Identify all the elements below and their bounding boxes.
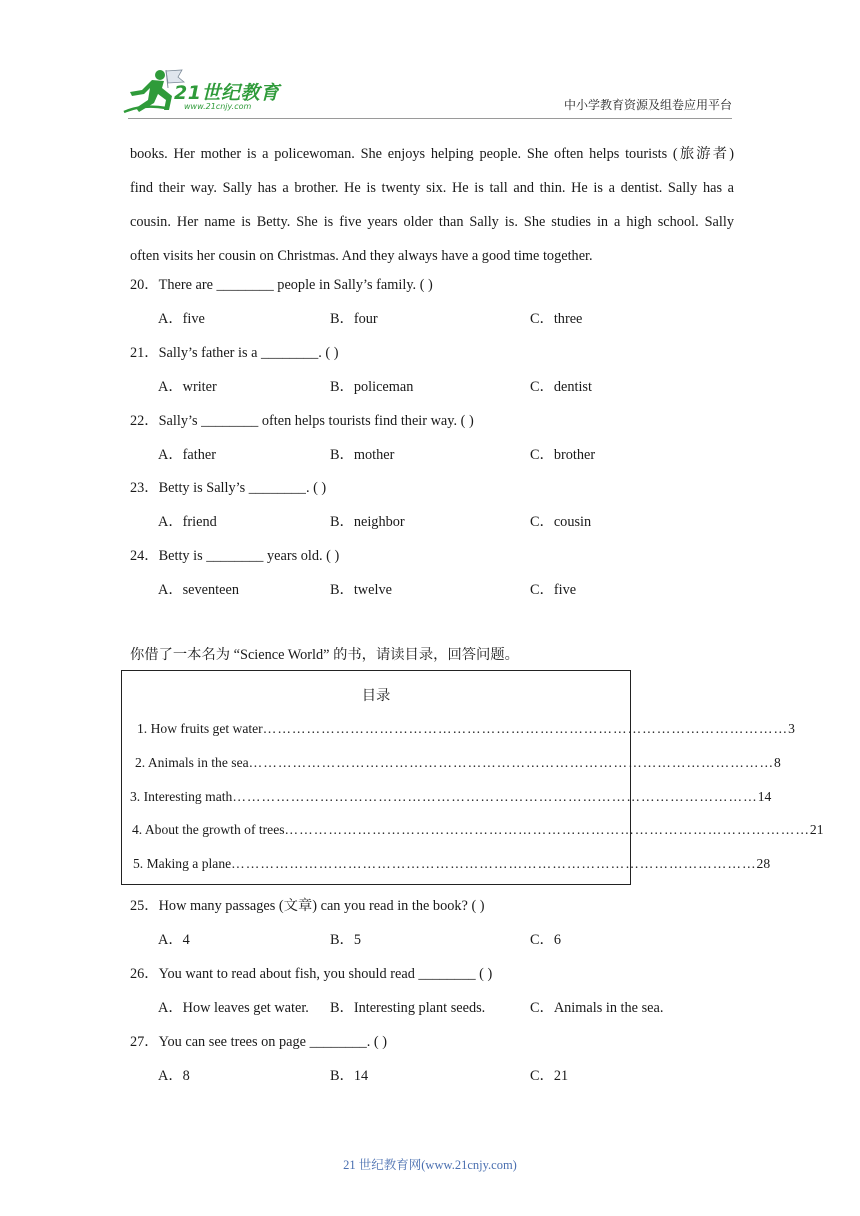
toc-item: [137, 721, 795, 737]
question-24: 24．Betty is ________ years old. ( ): [130, 548, 340, 564]
toc-leader-dots: ………………………………………………………………………………………………: [262, 721, 789, 736]
question-27: 27．You can see trees on page ________. ( ): [130, 1034, 388, 1050]
option-b: B．14: [330, 1068, 369, 1084]
option-b: B．policeman: [330, 379, 414, 395]
option-c: C．dentist: [530, 379, 592, 395]
passage-line: books. Her mother is a policewoman. She enjoys helping people. She often helps tourists (旅游者): [130, 146, 734, 162]
option-c: C．6: [530, 932, 561, 948]
option-a: A．4: [158, 932, 190, 948]
logo-url: www.21cnjy.com: [184, 102, 252, 111]
toc-item: [135, 755, 781, 771]
toc-leader-dots: ………………………………………………………………………………………………: [248, 755, 775, 770]
option-a: A．seventeen: [158, 582, 239, 598]
header-divider: [128, 118, 732, 119]
option-b: B．mother: [330, 447, 395, 463]
option-b: B．neighbor: [330, 514, 405, 530]
option-a: A．father: [158, 447, 216, 463]
option-a: A．friend: [158, 514, 217, 530]
option-a: A．writer: [158, 379, 217, 395]
option-a: A．How leaves get water.: [158, 1000, 309, 1016]
option-c: C．21: [530, 1068, 569, 1084]
toc-item: [133, 856, 771, 872]
reading-passage: [130, 137, 734, 273]
platform-title: 中小学教育资源及组卷应用平台: [563, 98, 732, 112]
question-20: 20．There are ________ people in Sally’s family. ( ): [130, 277, 433, 293]
passage-line: find their way. Sally has a brother. He is twenty six. He is tall and thin. He is a dentist. Sally has a: [130, 180, 734, 196]
option-c: C．brother: [530, 447, 596, 463]
toc-item-page: 14: [757, 789, 772, 804]
option-a: A．8: [158, 1068, 190, 1084]
toc-item-label: 4. About the growth of trees: [132, 822, 285, 837]
toc-title: 目录: [361, 688, 391, 704]
toc-item-page: 28: [756, 856, 771, 871]
toc-item: [130, 789, 772, 805]
question-25: 25．How many passages (文章) can you read in the book? ( ): [130, 898, 485, 914]
option-c: C．Animals in the sea.: [530, 1000, 664, 1016]
page-footer: 21 世纪教育网(www.21cnjy.com): [343, 1158, 517, 1172]
toc-item-page: 21: [809, 822, 824, 837]
passage-line: often visits her cousin on Christmas. And they always have a good time together.: [130, 248, 593, 264]
logo: [122, 68, 292, 118]
toc-item-label: 3. Interesting math: [130, 789, 233, 804]
toc-item-label: 2. Animals in the sea: [135, 755, 249, 770]
option-c: C．five: [530, 582, 577, 598]
option-b: B．5: [330, 932, 361, 948]
option-a: A．five: [158, 311, 205, 327]
question-26: 26．You want to read about fish, you should read ________ ( ): [130, 966, 493, 982]
question-22: 22．Sally’s ________ often helps tourists find their way. ( ): [130, 413, 474, 429]
option-b: B．four: [330, 311, 378, 327]
toc-item-page: 8: [774, 755, 781, 770]
option-b: B．Interesting plant seeds.: [330, 1000, 486, 1016]
option-c: C．three: [530, 311, 583, 327]
toc-leader-dots: ………………………………………………………………………………………………: [232, 789, 758, 804]
option-c: C．cousin: [530, 514, 592, 530]
option-b: B．twelve: [330, 582, 392, 598]
toc-leader-dots: ………………………………………………………………………………………………: [231, 856, 757, 871]
toc-leader-dots: ………………………………………………………………………………………………: [284, 822, 810, 837]
toc-item-label: 5. Making a plane: [133, 856, 232, 871]
logo-text: 21世纪教育: [174, 82, 280, 104]
toc-item-label: 1. How fruits get water: [137, 721, 263, 736]
toc-item: [132, 822, 824, 838]
question-23: 23．Betty is Sally’s ________. ( ): [130, 480, 327, 496]
page-header: [0, 0, 860, 120]
passage-line: cousin. Her name is Betty. She is five years older than Sally is. She studies in a high school. Sally: [130, 214, 734, 230]
section-instructions: 你借了一本名为 “Science World” 的书，请读目录，回答问题。: [130, 647, 519, 663]
table-of-contents-box: [121, 670, 824, 885]
question-21: 21．Sally’s father is a ________. ( ): [130, 345, 339, 361]
toc-item-page: 3: [788, 721, 795, 736]
